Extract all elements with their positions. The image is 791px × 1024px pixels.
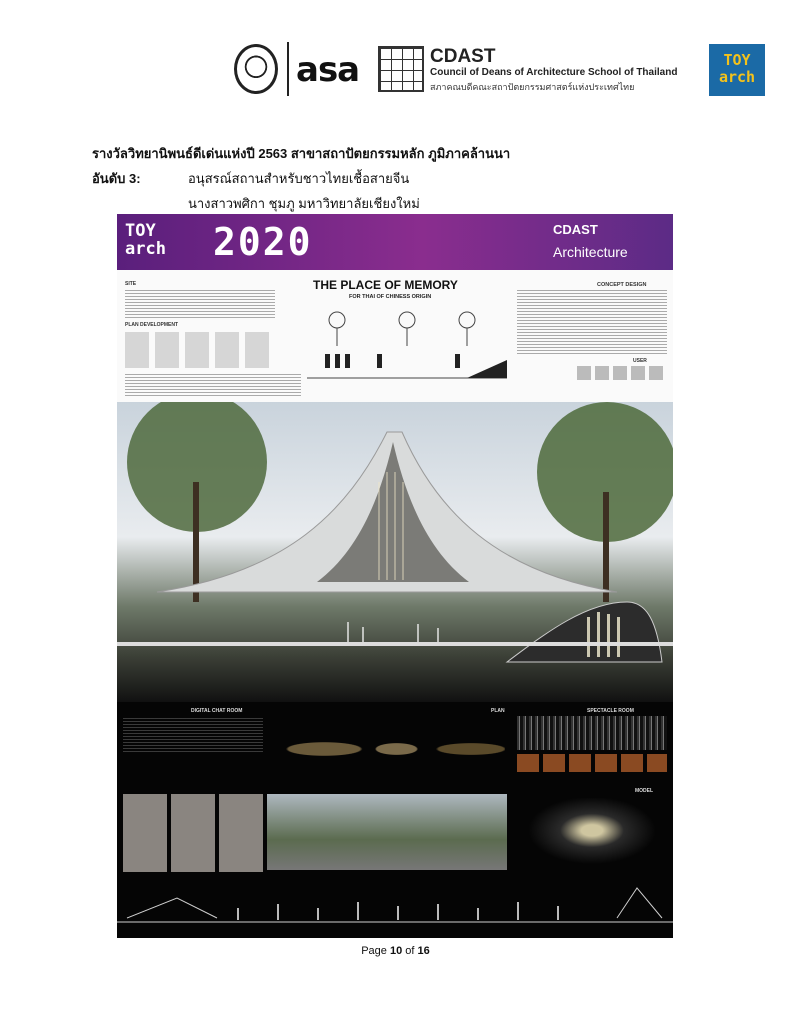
- concept-text-block: [517, 290, 667, 356]
- courtyard-render: [267, 794, 507, 870]
- award-heading: รางวัลวิทยานิพนธ์ดีเด่นแห่งปี 2563 สาขาสถาปัตยกรรมหลัก ภูมิภาคล้านนา: [92, 146, 511, 161]
- spectacle-thumbnails: [517, 754, 667, 772]
- poster-toy-arch: [125, 222, 166, 258]
- university-seal-logo: [234, 44, 278, 94]
- toy-logo-line1: TOY: [723, 51, 751, 69]
- author-line: นางสาวพศิกา ชุมภู มหาวิทยาลัยเชียงใหม่: [188, 196, 420, 211]
- concept-diagram: [307, 306, 507, 386]
- poster-toy-word: TOY: [125, 221, 156, 241]
- site-label: SITE: [125, 281, 137, 287]
- page-footer: [0, 945, 791, 957]
- plan-development-diagrams: [125, 332, 275, 368]
- long-section-drawing: [117, 878, 673, 938]
- chat-room-images: [123, 794, 263, 872]
- poster-subtitle: FOR THAI OF CHINESS ORIGIN: [349, 294, 432, 300]
- digital-chat-room-label: DIGITAL CHAT ROOM: [191, 708, 243, 714]
- plan-text-block: [125, 374, 301, 396]
- memorial-render-drawing: [117, 402, 673, 702]
- cdast-subtitle: Council of Deans of Architecture School of Thailand: [430, 67, 678, 78]
- rank-label: อันดับ 3:: [92, 171, 141, 186]
- toy-logo-line2: arch: [718, 68, 756, 86]
- of-word: of: [405, 945, 415, 957]
- user-label: USER: [633, 358, 647, 364]
- model-photo: [517, 798, 667, 870]
- toy-arch-logo: [709, 44, 765, 96]
- spectacle-room-label: SPECTACLE ROOM: [587, 708, 634, 714]
- site-text-block: [125, 290, 275, 318]
- page-word: Page: [361, 945, 387, 957]
- poster-cdast: CDAST: [553, 222, 598, 237]
- poster-arch-word: arch: [125, 239, 166, 259]
- floor-plans: [279, 716, 505, 782]
- page-total: 16: [417, 945, 430, 957]
- thesis-poster: [117, 214, 673, 938]
- page-number: 10: [389, 945, 403, 957]
- poster-architecture-label: Architecture: [553, 244, 628, 260]
- poster-year: 2020: [213, 220, 313, 264]
- logo-divider: [287, 42, 289, 96]
- cdast-grid-logo: [378, 46, 424, 92]
- cdast-thai-name: สภาคณบดีคณะสถาปัตยกรรมศาสตร์แห่งประเทศไทย: [430, 82, 635, 92]
- poster-main-title: THE PLACE OF MEMORY: [313, 278, 458, 292]
- project-title: อนุสรณ์สถานสำหรับชาวไทยเชื้อสายจีน: [188, 171, 410, 186]
- spectacle-room-images: [517, 716, 667, 750]
- concept-design-label: CONCEPT DESIGN: [597, 282, 647, 288]
- plan-label: PLAN: [491, 708, 505, 714]
- cdast-title: CDAST: [430, 46, 496, 67]
- memorial-render: [117, 402, 673, 702]
- model-label: MODEL: [635, 788, 654, 794]
- user-icons: [577, 366, 667, 380]
- asa-logo: asa: [296, 50, 360, 90]
- plan-development-label: PLAN DEVELOPMENT: [125, 322, 179, 328]
- chat-room-text-block: [123, 718, 263, 754]
